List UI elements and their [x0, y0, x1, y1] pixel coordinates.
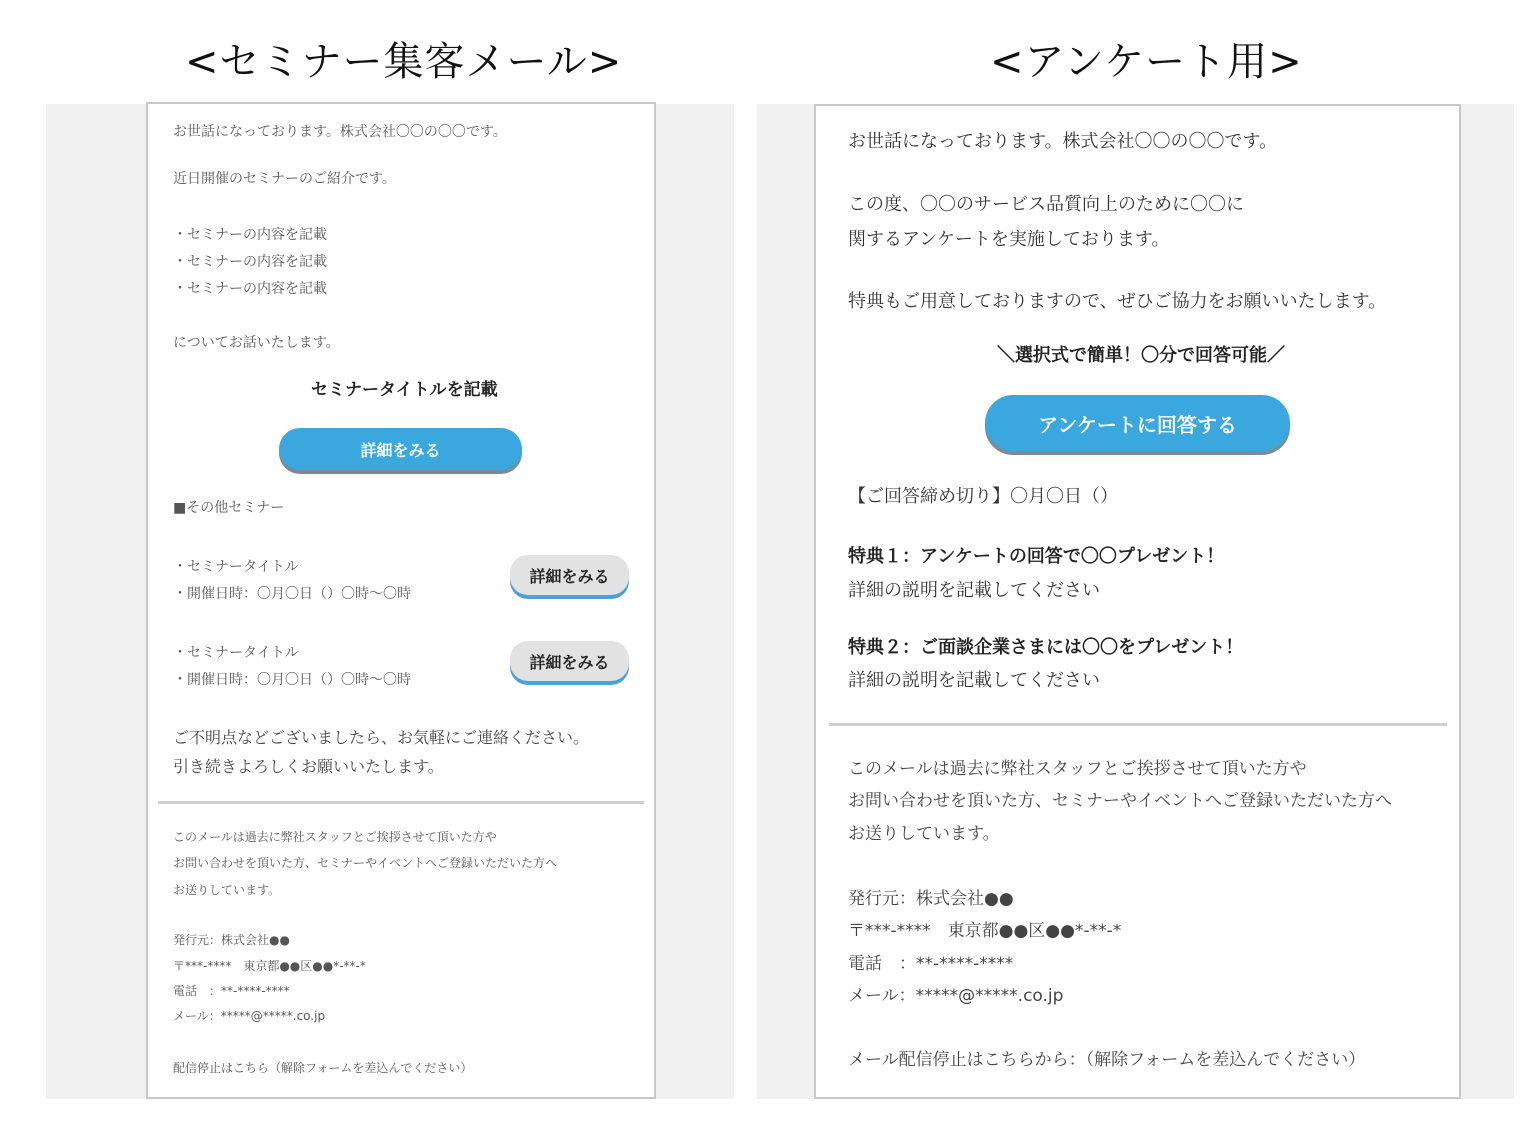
survey-greeting: お世話になっております。株式会社〇〇の〇〇です。 — [848, 131, 1278, 152]
seminar-greeting: お世話になっております。株式会社〇〇の〇〇です。 — [173, 124, 507, 140]
other-seminar-detail-button[interactable]: 詳細をみる — [510, 555, 629, 595]
seminar-detail-button[interactable]: 詳細をみる — [279, 428, 522, 470]
survey-unsubscribe-link[interactable]: メール配信停止はこちらから：（解除フォームを差込んでください） — [848, 1050, 1366, 1070]
other-seminar-title: ・セミナータイトル — [173, 645, 299, 661]
other-seminar-date: ・開催日時：〇月〇日（）〇時～〇時 — [173, 586, 411, 602]
survey-answer-button[interactable]: アンケートに回答する — [985, 395, 1290, 451]
seminar-mail: メール：*****@*****.co.jp — [173, 1009, 326, 1023]
survey-footer-note: このメールは過去に弊社スタッフとご挨拶させて頂いた方や — [848, 759, 1307, 779]
other-seminar-detail-button[interactable]: 詳細をみる — [510, 641, 629, 681]
other-seminars-heading: ■その他セミナー — [173, 500, 285, 516]
survey-address: 〒***-**** 東京都●●区●●*-**-* — [848, 921, 1122, 941]
survey-email-card — [814, 104, 1461, 1099]
seminar-bullet: ・セミナーの内容を記載 — [173, 254, 327, 270]
seminar-divider — [158, 801, 644, 804]
survey-publisher: 発行元：株式会社●● — [848, 889, 1014, 909]
seminar-heading: <セミナー集客メール> — [185, 39, 623, 85]
survey-perk-title: 特典１：アンケートの回答で〇〇プレゼント！ — [848, 546, 1225, 567]
seminar-unsubscribe-link[interactable]: 配信停止はこちら（解除フォームを差込んでください） — [173, 1061, 473, 1075]
survey-divider — [829, 723, 1447, 726]
seminar-title: セミナータイトルを記載 — [311, 380, 498, 400]
survey-body-line: 特典もご用意しておりますので、ぜひご協力をお願いいたします。 — [848, 291, 1387, 312]
survey-footer-note: お問い合わせを頂いた方、セミナーやイベントへご登録いただいた方へ — [848, 791, 1392, 811]
other-seminar-title: ・セミナータイトル — [173, 559, 299, 575]
seminar-intro: 近日開催のセミナーのご紹介です。 — [173, 171, 396, 187]
survey-footer-note: お送りしています。 — [848, 824, 1000, 844]
survey-perk-description: 詳細の説明を記載してください — [848, 670, 1100, 691]
survey-perk-description: 詳細の説明を記載してください — [848, 580, 1100, 601]
survey-body-line: 関するアンケートを実施しております。 — [848, 229, 1170, 250]
seminar-address: 〒***-**** 東京都●●区●●*-**-* — [173, 959, 366, 973]
survey-mail: メール：*****@*****.co.jp — [848, 986, 1064, 1006]
survey-phone: 電話 ：**-****-**** — [848, 954, 1014, 974]
survey-heading: <アンケート用> — [990, 39, 1303, 85]
seminar-closing: 引き続きよろしくお願いいたします。 — [173, 757, 444, 776]
seminar-footer-note: お送りしています。 — [173, 883, 281, 897]
seminar-footer-note: お問い合わせを頂いた方、セミナーやイベントへご登録いただいた方へ — [173, 856, 558, 870]
seminar-publisher: 発行元：株式会社●● — [173, 933, 290, 947]
survey-perk-title: 特典２：ご面談企業さまには〇〇をプレゼント！ — [848, 637, 1244, 658]
seminar-footer-note: このメールは過去に弊社スタッフとご挨拶させて頂いた方や — [173, 830, 497, 844]
other-seminar-date: ・開催日時：〇月〇日（）〇時～〇時 — [173, 672, 411, 688]
survey-catchphrase: ＼選択式で簡単！〇分で回答可能／ — [997, 345, 1285, 366]
seminar-bullet: ・セミナーの内容を記載 — [173, 227, 327, 243]
seminar-phone: 電話 ：**-****-**** — [173, 984, 290, 998]
seminar-talk: についてお話いたします。 — [173, 335, 340, 351]
survey-deadline: 【ご回答締め切り】〇月〇日（） — [848, 486, 1118, 507]
seminar-closing: ご不明点などございましたら、お気軽にご連絡ください。 — [173, 728, 590, 747]
survey-body-line: この度、〇〇のサービス品質向上のために〇〇に — [848, 194, 1244, 215]
seminar-bullet: ・セミナーの内容を記載 — [173, 281, 327, 297]
